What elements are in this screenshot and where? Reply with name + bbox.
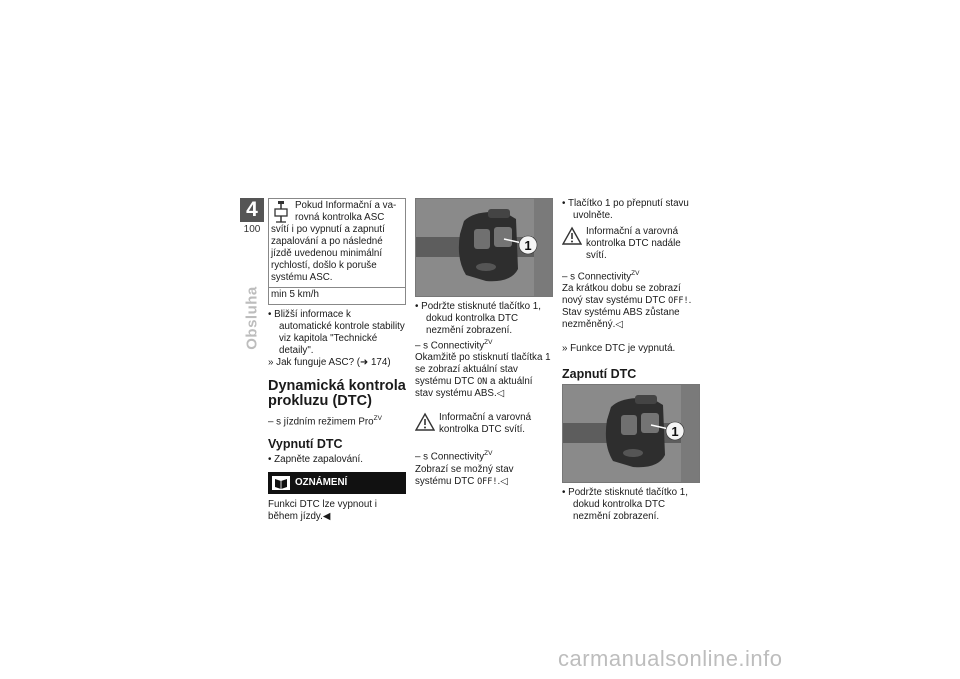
- column-3: [562, 198, 700, 523]
- callout-number: 1: [671, 424, 679, 440]
- list-item: • Podržte stisknuté tlačítko 1, dokud kontrolka DTC nezmění zobrazení.: [415, 301, 541, 336]
- result-line: » Funkce DTC je vypnutá.: [562, 343, 676, 355]
- info-table: [268, 198, 406, 305]
- riding-mode-condition: – s jízdním režimem Pro$^{ZV}$: [268, 415, 382, 428]
- chapter-number: 4: [240, 198, 264, 222]
- info-cell: [269, 199, 405, 288]
- chapter-sidebar: [240, 198, 264, 638]
- end-marker-icon: ◀: [322, 511, 331, 523]
- warning-note: [562, 226, 700, 262]
- status-text: Za krátkou dobu se zobrazí nový stav systému DTC OFF!. Stav systému ABS zůstane nezměněný.◁: [562, 283, 692, 331]
- list-item: • Bližší informace k automatické kontrole stability viz kapitola "Technické detaily".: [268, 309, 405, 356]
- warning-note: [415, 412, 551, 436]
- notice-text: Funkci DTC lze vypnout i během jízdy.◀: [268, 499, 377, 523]
- list-item: • Zapněte zapalování.: [268, 454, 363, 466]
- subheading-off: Vypnutí DTC: [268, 437, 343, 452]
- column-1: [268, 198, 406, 523]
- connectivity-condition: – s Connectivity$^{ZV}$: [415, 339, 493, 352]
- status-text: Zobrazí se možný stav systému DTC OFF!.◁: [415, 463, 514, 487]
- column-2: [415, 198, 551, 488]
- connectivity-condition: – s Connectivity$^{ZV}$: [415, 450, 493, 463]
- info-text: Pokud Informační a varovná kontrolka ASC svítí i po vypnutí a zapnutí zapalování a po následné jízdě uvedenou minimální rychlostí, došlo k poruše systému ASC.: [271, 200, 397, 283]
- switch-illustration: [563, 385, 699, 482]
- notice-banner: [268, 472, 406, 494]
- connectivity-condition: – s Connectivity$^{ZV}$: [562, 270, 640, 283]
- section-title: Obsluha: [243, 286, 261, 350]
- cross-reference[interactable]: » Jak funguje ASC? (➜ 174): [268, 357, 391, 368]
- arrow-icon: ➜: [360, 357, 369, 368]
- page-number: 100: [243, 224, 261, 235]
- min-speed: min 5 km/h: [271, 289, 319, 300]
- list-item: • Tlačítko 1 po přepnutí stavu uvolněte.: [562, 198, 689, 221]
- handlebar-switch-photo: [415, 198, 553, 297]
- notice-label: OZNÁMENÍ: [295, 477, 348, 489]
- warning-triangle-icon: [562, 226, 582, 246]
- warning-triangle-icon: [415, 412, 435, 432]
- status-text: Okamžitě po stisknutí tlačítka 1 se zobrazí aktuální stav systému DTC ON a aktuální stav systému ABS.◁: [415, 352, 551, 400]
- warning-text: Informační a varovná kontrolka DTC nadále svítí.: [586, 226, 681, 261]
- manual-book-icon: [271, 475, 291, 491]
- subheading-on: Zapnutí DTC: [562, 367, 637, 382]
- speed-sensor-icon: [271, 200, 291, 224]
- watermark: carmanualsonline.info: [558, 646, 783, 671]
- list-item: • Podržte stisknuté tlačítko 1, dokud kontrolka DTC nezmění zobrazení.: [562, 487, 688, 523]
- switch-illustration: [416, 199, 552, 296]
- warning-text: Informační a varovná kontrolka DTC svítí.: [439, 412, 532, 436]
- callout-number: 1: [524, 238, 532, 253]
- handlebar-switch-photo: [562, 384, 700, 483]
- speed-cell: [269, 288, 405, 304]
- section-heading: Dynamická kontrola prokluzu (DTC): [268, 378, 406, 409]
